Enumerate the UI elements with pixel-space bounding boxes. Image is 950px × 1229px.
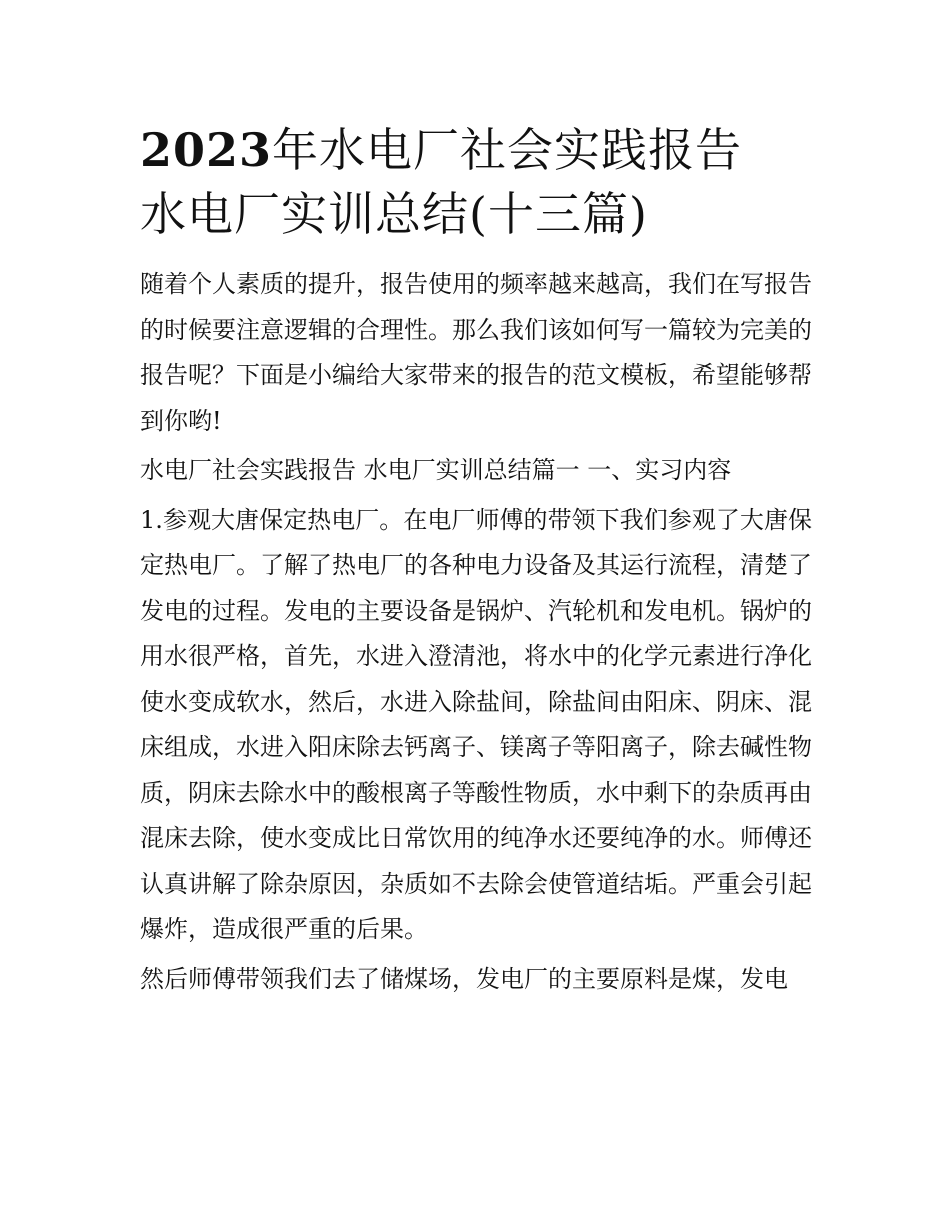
- document-title: [140, 118, 812, 246]
- continued-paragraph: 然后师傅带领我们去了储煤场，发电厂的主要原料是煤，发电: [140, 964, 788, 993]
- title-line-1-text: 年水电厂社会实践报告: [272, 123, 743, 177]
- title-line-2: 水电厂实训总结(十三篇): [140, 187, 648, 241]
- title-year: 2023: [140, 123, 273, 177]
- body-paragraph: 1.参观大唐保定热电厂。在电厂师傅的带领下我们参观了大唐保定热电厂。了解了热电厂的各种电力设备及其运行流程，清楚了发电的过程。发电的主要设备是锅炉、汽轮机和发电机。锅炉的用水很严格，首先，水进入澄清池，将水中的化学元素进行净化使水变成软水，然后，水进入除盐间，除盐间由阳床、阴床、混床组成，水进入阳床除去钙离子、镁离子等阳离子，除去碱性物质，阴床去除水中的酸根离子等酸性物质，水中剩下的杂质再由混床去除，使水变成比日常饮用的纯净水还要纯净的水。师傅还认真讲解了除杂原因，杂质如不去除会使管道结垢。严重会引起爆炸，造成很严重的后果。: [140, 505, 812, 943]
- document-page: [140, 118, 812, 1002]
- document-body: [140, 262, 812, 1002]
- section-heading-paragraph: 水电厂社会实践报告 水电厂实训总结篇一 一、实习内容: [140, 456, 732, 484]
- intro-paragraph: 随着个人素质的提升，报告使用的频率越来越高，我们在写报告的时候要注意逻辑的合理性。那么我们该如何写一篇较为完美的报告呢？下面是小编给大家带来的报告的范文模板，希望能够帮到你哟!: [140, 270, 812, 435]
- title-line-1: [140, 118, 812, 182]
